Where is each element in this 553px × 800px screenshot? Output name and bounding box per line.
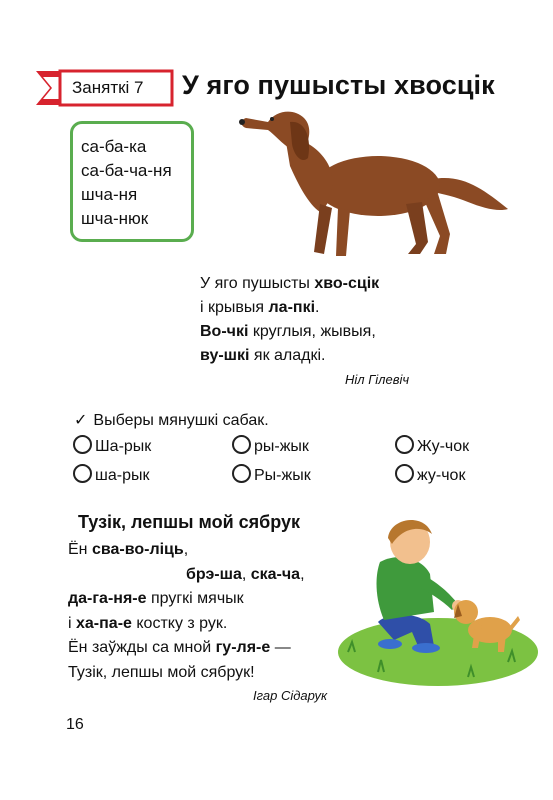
poem-line <box>68 661 305 686</box>
poem-1-author: Ніл Гілевіч <box>345 372 410 387</box>
poem-2 <box>68 538 305 685</box>
task-text: Выберы мянушкі сабак. <box>93 412 269 429</box>
poem-bold-word: гу-ля-е <box>215 639 271 656</box>
poem-bold-word: ска-ча <box>250 565 301 583</box>
syllable-item: са-ба-ча-ня <box>81 161 172 180</box>
dog-illustration <box>228 104 518 264</box>
poem-line <box>200 296 379 320</box>
lesson-label: Заняткі 7 <box>72 78 144 97</box>
radio-circle-icon[interactable] <box>73 464 92 483</box>
lesson-title: У яго пушысты хвосцік <box>182 70 495 100</box>
poem-line <box>68 612 305 637</box>
poem-line <box>200 320 379 344</box>
poem-text: як аладкі. <box>249 347 326 364</box>
page-number: 16 <box>66 716 84 733</box>
poem-text: і <box>68 614 76 632</box>
poem-text: Ён <box>68 541 92 558</box>
poem-line <box>68 587 305 612</box>
option-sharyk-lower[interactable] <box>73 464 149 488</box>
poem-line <box>68 563 305 588</box>
option-zhuchok-upper[interactable] <box>395 435 469 459</box>
option-zhuchok-lower[interactable] <box>395 464 465 488</box>
poem-text: , <box>300 565 305 583</box>
option-sharyk-upper[interactable] <box>73 435 151 459</box>
syllable-item: шча-ня <box>81 185 138 204</box>
task-instruction <box>74 410 269 430</box>
option-ryzhyk-lower[interactable] <box>232 435 309 459</box>
poem-text: — <box>270 639 291 656</box>
syllable-item: са-ба-ка <box>81 137 147 156</box>
lesson-badge <box>34 68 174 108</box>
poem-bold-word: сва-во-ліць <box>91 541 184 558</box>
poem-text: костку з рук. <box>131 614 228 632</box>
poem-text: У яго пушысты <box>200 275 315 292</box>
poem-text: , <box>241 565 251 583</box>
option-ryzhyk-upper[interactable] <box>232 464 311 488</box>
poem-1 <box>200 272 379 368</box>
poem-line <box>68 538 305 563</box>
checkmark-icon: ✓ <box>74 412 88 429</box>
syllable-box <box>70 121 194 242</box>
radio-circle-icon[interactable] <box>395 435 414 454</box>
radio-circle-icon[interactable] <box>232 464 251 483</box>
poem-bold-word: ла-пкі <box>268 299 316 316</box>
poem-text: , <box>183 541 189 558</box>
poem-bold-word: ву-шкі <box>200 347 250 364</box>
poem-2-author: Ігар Сідарук <box>253 688 328 703</box>
option-label: ша-рык <box>95 467 150 484</box>
poem-bold-word: да-га-ня-е <box>68 590 147 607</box>
poem-bold-word: Во-чкі <box>200 323 249 340</box>
poem-text: пругкі мячык <box>146 590 244 607</box>
poem-text: і крывыя <box>200 299 269 316</box>
poem-line <box>200 344 379 368</box>
option-label: жу-чок <box>417 467 466 484</box>
radio-circle-icon[interactable] <box>232 435 251 454</box>
radio-circle-icon[interactable] <box>73 435 92 454</box>
poem-line <box>200 272 379 296</box>
poem-text: Тузік, лепшы мой сябрук! <box>68 663 255 681</box>
poem-bold-word: хво-сцік <box>314 275 380 292</box>
poem-line <box>68 636 305 661</box>
poem-text: . <box>315 299 320 316</box>
option-label: Ша-рык <box>95 438 152 455</box>
poem-bold-word: брэ-ша <box>186 565 242 583</box>
poem-text: круглыя, жывыя, <box>248 323 376 340</box>
poem-2-title: Тузік, лепшы мой сябрук <box>78 512 301 532</box>
option-label: Жу-чок <box>417 438 470 455</box>
radio-circle-icon[interactable] <box>395 464 414 483</box>
poem-bold-word: ха-па-е <box>76 614 132 632</box>
boy-with-puppy-illustration <box>338 512 538 687</box>
option-label: ры-жык <box>254 438 309 455</box>
poem-text: Ён заўжды са мной <box>68 639 216 656</box>
option-label: Ры-жык <box>254 467 311 484</box>
syllable-item: шча-нюк <box>81 209 149 228</box>
